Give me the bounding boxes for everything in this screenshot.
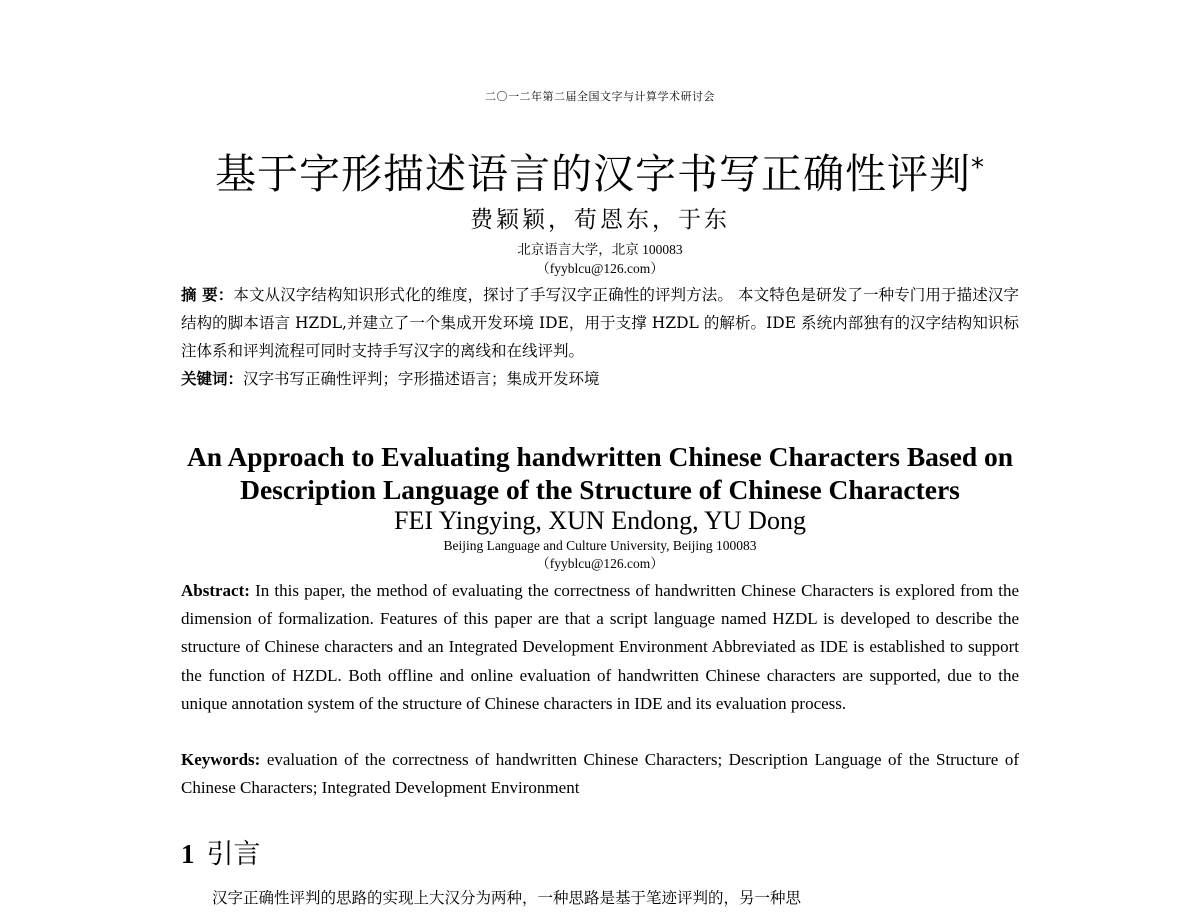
chinese-title [0,146,1200,202]
english-abstract [181,577,1019,718]
english-email: （fyyblcu@126.com） [536,556,664,571]
section-heading [181,836,261,873]
english-keywords [181,746,1019,802]
english-authors: FEI Yingying, XUN Endong, YU Dong [394,506,806,535]
chinese-keywords-label: 关键词： [181,370,244,388]
english-abstract-text: In this paper, the method of evaluating the correctness of handwritten Chinese Characters is explored from the dimension of formalization. Features of this paper are that a script language named HZDL is developed to describe the structure of Chinese characters and an Integrated Development Environment Abbreviated as IDE is established to support the function of HZDL. Both offline and online evaluation of handwritten Chinese characters are supported, due to the unique annotation system of the structure of Chinese characters in IDE and its evaluation process. [181,581,1019,713]
english-abstract-label: Abstract: [181,581,250,600]
section-first-line: 汉字正确性评判的思路的实现上大汉分为两种，一种思路是基于笔迹评判的，另一种思 [212,889,802,907]
chinese-abstract-label: 摘 要： [181,286,234,304]
chinese-authors: 费颖颖，荀恩东，于东 [470,207,730,233]
section-number: 1 [181,839,195,869]
chinese-abstract-text: 本文从汉字结构知识形式化的维度，探讨了手写汉字正确性的评判方法。 本文特色是研发了一种专门用于描述汉字结构的脚本语言 HZDL,并建立了一个集成开发环境 IDE，用于支撑 HZDL 的解析。IDE 系统内部独有的汉字结构知识标注体系和评判流程可同时支持手写汉字的离线和在线评判。 [181,286,1019,360]
title-footnote-mark: * [971,153,985,183]
chinese-affiliation: 北京语言大学，北京 100083 [517,242,683,257]
chinese-email: （fyyblcu@126.com） [536,261,664,276]
english-keywords-label: Keywords: [181,750,261,769]
english-title: An Approach to Evaluating handwritten Chinese Characters Based on Description Language of the Structure of Chinese Characters [186,441,1014,505]
chinese-abstract [181,281,1019,365]
english-keywords-text: evaluation of the correctness of handwritten Chinese Characters; Description Language of the Structure of Chinese Characters; Integrated Development Environment [181,750,1019,798]
chinese-title-text: 基于字形描述语言的汉字书写正确性评判 [215,150,971,198]
english-affiliation: Beijing Language and Culture University, Beijing 100083 [443,538,757,553]
section-title: 引言 [206,839,261,870]
conference-header: 二〇一二年第二届全国文字与计算学术研讨会 [485,90,715,103]
chinese-keywords [181,365,1019,393]
chinese-keywords-text: 汉字书写正确性评判；字形描述语言；集成开发环境 [243,370,600,388]
